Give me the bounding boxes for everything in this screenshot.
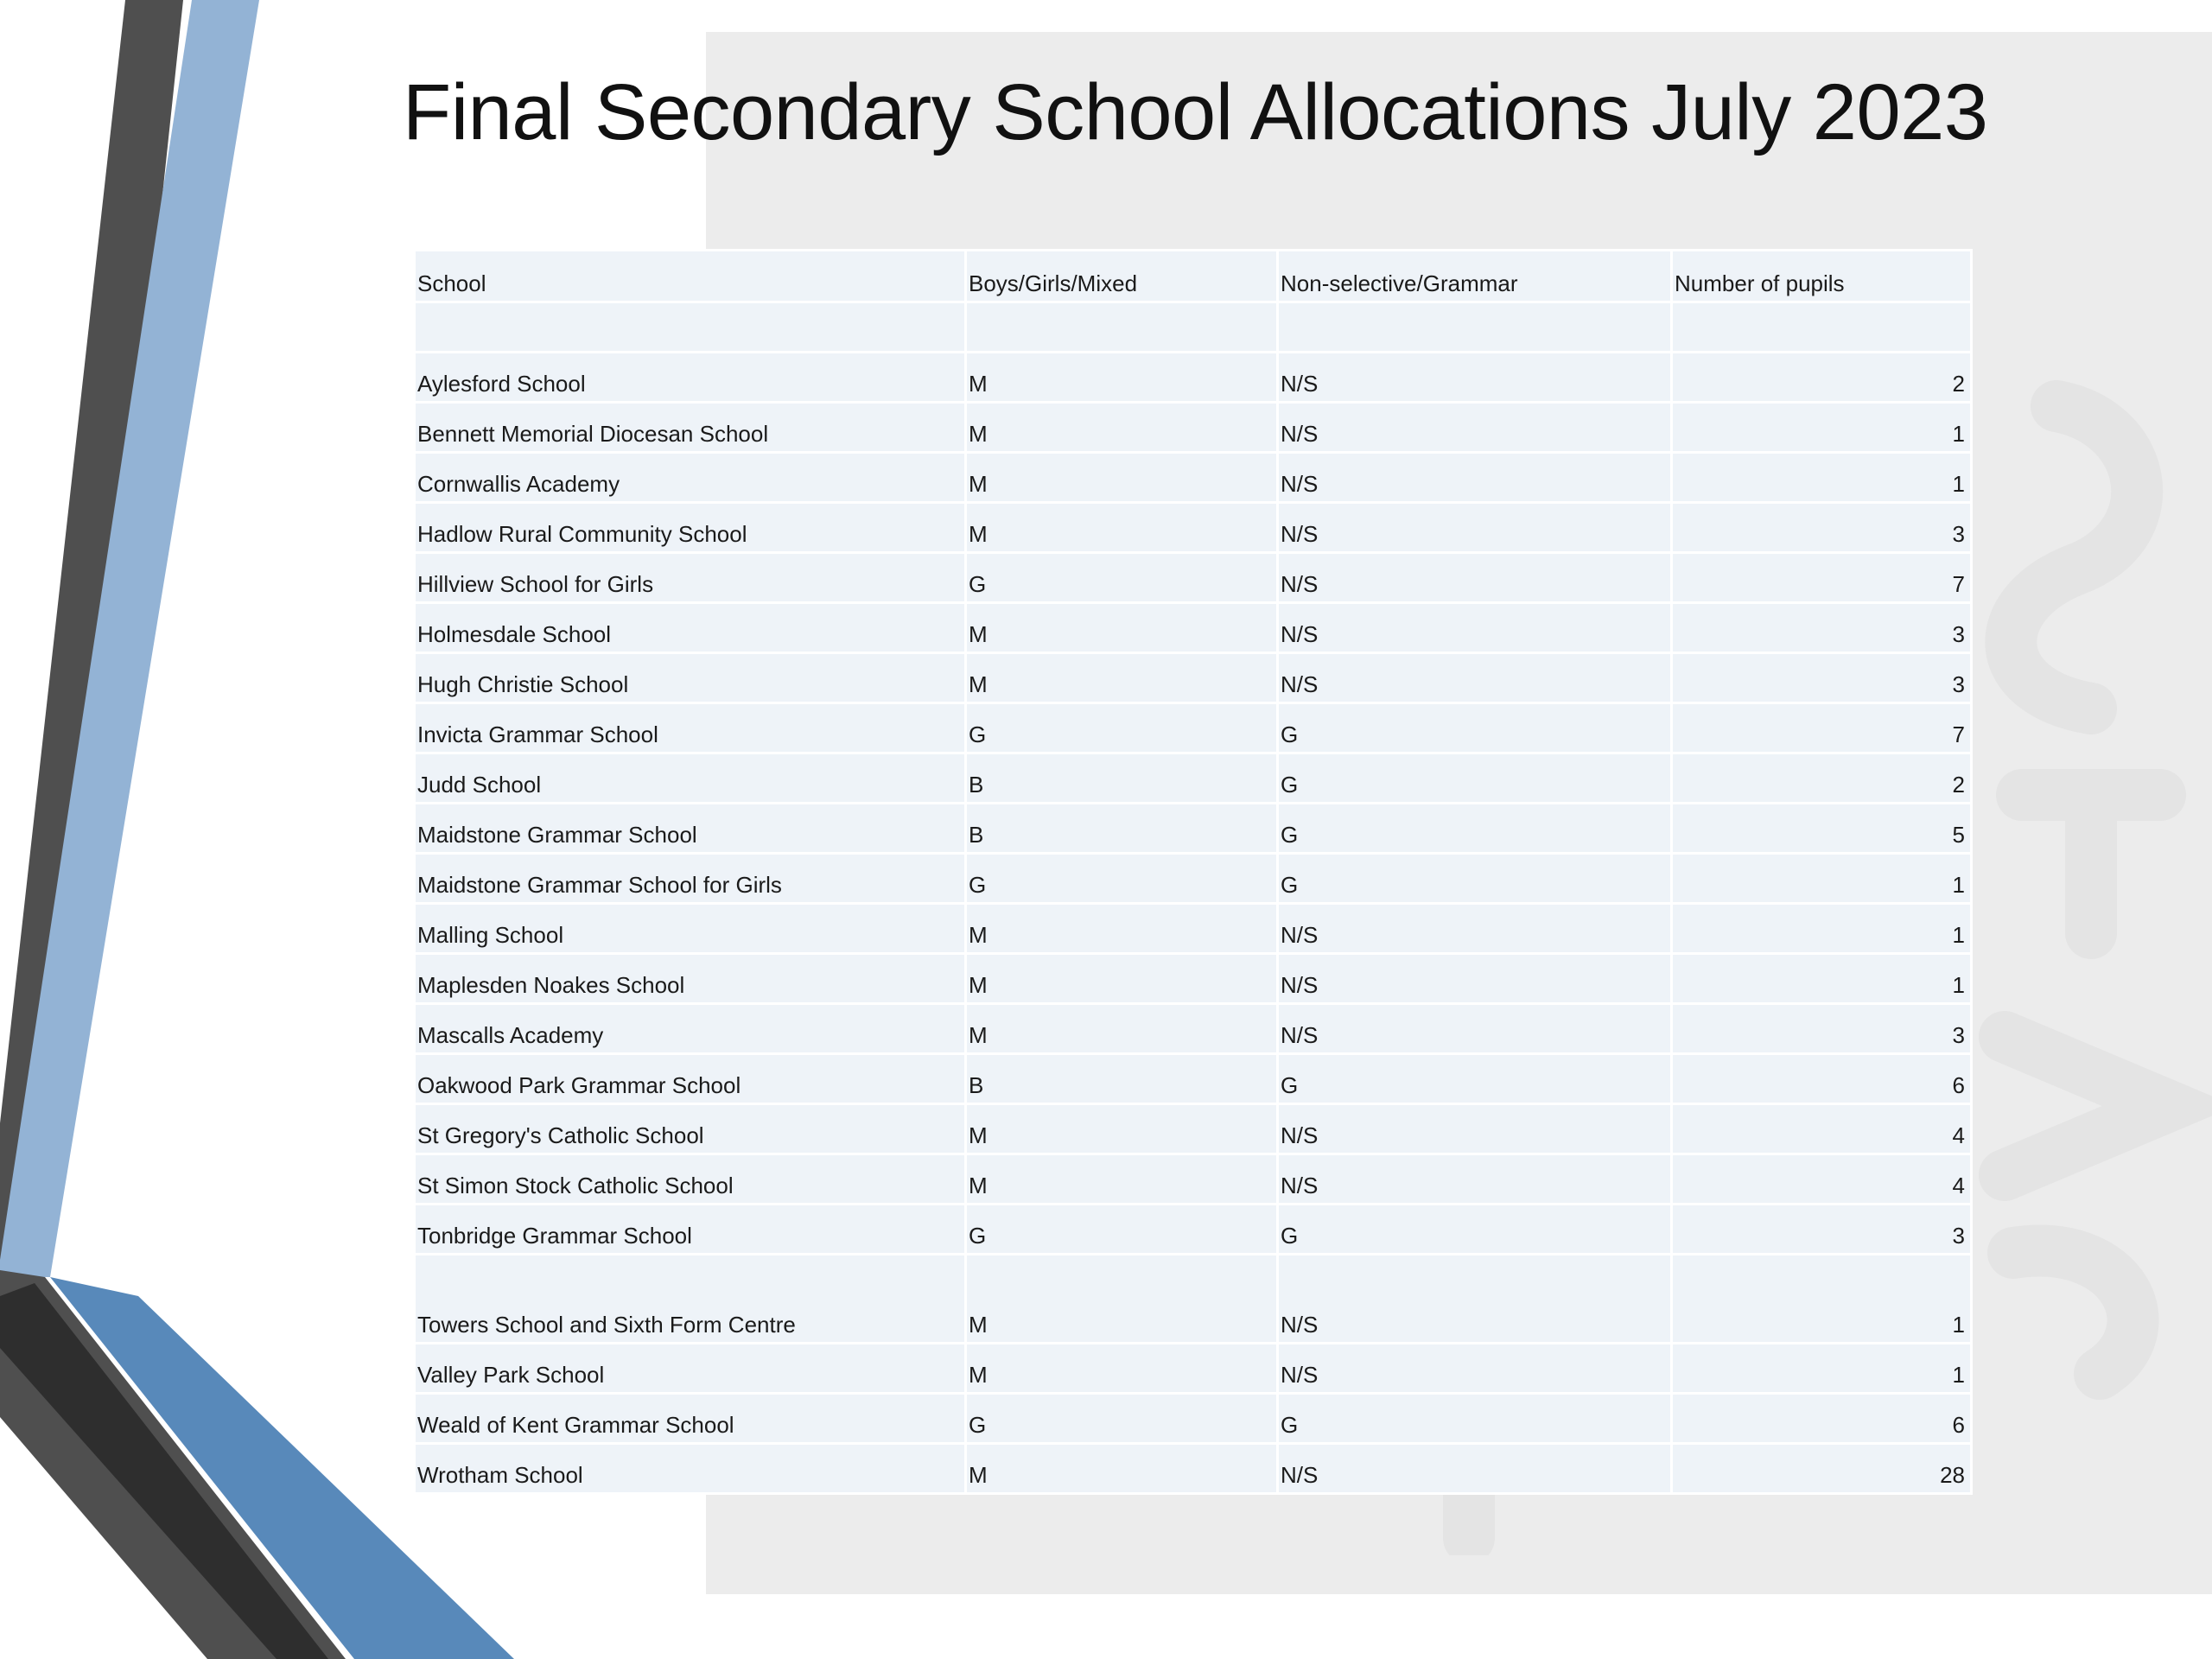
table-row — [415, 603, 1972, 653]
header-school: School — [415, 251, 966, 302]
cell-school — [415, 302, 966, 353]
cell-selection: N/S — [1278, 353, 1672, 403]
cell-gender: M — [966, 1255, 1278, 1344]
table-row — [415, 1444, 1972, 1494]
cell-pupils: 3 — [1672, 653, 1972, 703]
cell-school: Wrotham School — [415, 1444, 966, 1494]
cell-gender: M — [966, 1344, 1278, 1394]
cell-gender: G — [966, 1394, 1278, 1444]
table-row — [415, 1255, 1972, 1344]
table-row — [415, 1054, 1972, 1104]
cell-pupils: 3 — [1672, 603, 1972, 653]
cell-school: Valley Park School — [415, 1344, 966, 1394]
table-row — [415, 353, 1972, 403]
cell-school: Oakwood Park Grammar School — [415, 1054, 966, 1104]
cell-pupils: 4 — [1672, 1154, 1972, 1205]
cell-selection: N/S — [1278, 954, 1672, 1004]
table-row — [415, 904, 1972, 954]
table-row — [415, 302, 1972, 353]
slide-title: Final Secondary School Allocations July 2023 — [403, 68, 1988, 156]
cell-gender: B — [966, 804, 1278, 854]
cell-selection: G — [1278, 1054, 1672, 1104]
cell-gender: G — [966, 1205, 1278, 1255]
table-row — [415, 1004, 1972, 1054]
table-row — [415, 553, 1972, 603]
cell-selection: N/S — [1278, 904, 1672, 954]
header-selection: Non-selective/Grammar — [1278, 251, 1672, 302]
cell-selection: N/S — [1278, 553, 1672, 603]
cell-gender: M — [966, 1104, 1278, 1154]
cell-pupils: 1 — [1672, 1255, 1972, 1344]
cell-selection: G — [1278, 753, 1672, 804]
cell-school: Bennett Memorial Diocesan School — [415, 403, 966, 453]
cell-school: Mascalls Academy — [415, 1004, 966, 1054]
cell-gender: M — [966, 1444, 1278, 1494]
table-header-row — [415, 251, 1972, 302]
cell-school: Maidstone Grammar School — [415, 804, 966, 854]
allocations-table — [413, 249, 1970, 1495]
cell-school: Maidstone Grammar School for Girls — [415, 854, 966, 904]
cell-school: Hugh Christie School — [415, 653, 966, 703]
cell-selection: G — [1278, 703, 1672, 753]
cell-school: Aylesford School — [415, 353, 966, 403]
table-row — [415, 653, 1972, 703]
cell-pupils: 4 — [1672, 1104, 1972, 1154]
table-row — [415, 1205, 1972, 1255]
cell-school: Towers School and Sixth Form Centre — [415, 1255, 966, 1344]
cell-pupils: 6 — [1672, 1054, 1972, 1104]
table-row — [415, 503, 1972, 553]
cell-school: Invicta Grammar School — [415, 703, 966, 753]
cell-pupils: 28 — [1672, 1444, 1972, 1494]
cell-pupils: 1 — [1672, 904, 1972, 954]
cell-school: Tonbridge Grammar School — [415, 1205, 966, 1255]
cell-selection: N/S — [1278, 1004, 1672, 1054]
cell-gender: G — [966, 854, 1278, 904]
cell-school: Maplesden Noakes School — [415, 954, 966, 1004]
cell-gender: M — [966, 453, 1278, 503]
cell-school: Holmesdale School — [415, 603, 966, 653]
cell-selection: G — [1278, 1394, 1672, 1444]
table-row — [415, 854, 1972, 904]
cell-gender: M — [966, 653, 1278, 703]
cell-school: Cornwallis Academy — [415, 453, 966, 503]
cell-school: Malling School — [415, 904, 966, 954]
cell-pupils: 1 — [1672, 954, 1972, 1004]
cell-school: Hillview School for Girls — [415, 553, 966, 603]
cell-pupils: 3 — [1672, 503, 1972, 553]
cell-selection — [1278, 302, 1672, 353]
header-gender: Boys/Girls/Mixed — [966, 251, 1278, 302]
cell-selection: N/S — [1278, 453, 1672, 503]
cell-selection: N/S — [1278, 1154, 1672, 1205]
cell-pupils: 7 — [1672, 553, 1972, 603]
cell-selection: N/S — [1278, 653, 1672, 703]
cell-gender — [966, 302, 1278, 353]
cell-pupils: 5 — [1672, 804, 1972, 854]
cell-gender: M — [966, 403, 1278, 453]
cell-pupils: 1 — [1672, 854, 1972, 904]
cell-pupils: 7 — [1672, 703, 1972, 753]
cell-selection: G — [1278, 1205, 1672, 1255]
cell-pupils: 1 — [1672, 1344, 1972, 1394]
cell-gender: M — [966, 904, 1278, 954]
header-pupils: Number of pupils — [1672, 251, 1972, 302]
cell-selection: N/S — [1278, 1104, 1672, 1154]
table-row — [415, 804, 1972, 854]
table-row — [415, 1344, 1972, 1394]
cell-pupils: 6 — [1672, 1394, 1972, 1444]
cell-gender: G — [966, 553, 1278, 603]
cell-school: St Simon Stock Catholic School — [415, 1154, 966, 1205]
table-row — [415, 954, 1972, 1004]
cell-school: Hadlow Rural Community School — [415, 503, 966, 553]
table-row — [415, 1104, 1972, 1154]
cell-gender: M — [966, 954, 1278, 1004]
cell-selection: G — [1278, 804, 1672, 854]
cell-gender: B — [966, 753, 1278, 804]
cell-gender: M — [966, 353, 1278, 403]
cell-selection: N/S — [1278, 1444, 1672, 1494]
table-row — [415, 403, 1972, 453]
cell-pupils: 1 — [1672, 453, 1972, 503]
cell-gender: B — [966, 1054, 1278, 1104]
table-row — [415, 453, 1972, 503]
cell-pupils: 2 — [1672, 353, 1972, 403]
cell-selection: G — [1278, 854, 1672, 904]
table-row — [415, 753, 1972, 804]
cell-gender: M — [966, 1154, 1278, 1205]
cell-gender: M — [966, 503, 1278, 553]
cell-pupils: 2 — [1672, 753, 1972, 804]
cell-selection: N/S — [1278, 503, 1672, 553]
cell-gender: M — [966, 603, 1278, 653]
cell-gender: M — [966, 1004, 1278, 1054]
cell-pupils — [1672, 302, 1972, 353]
cell-school: Weald of Kent Grammar School — [415, 1394, 966, 1444]
cell-school: St Gregory's Catholic School — [415, 1104, 966, 1154]
cell-selection: N/S — [1278, 403, 1672, 453]
cell-pupils: 1 — [1672, 403, 1972, 453]
cell-selection: N/S — [1278, 603, 1672, 653]
cell-school: Judd School — [415, 753, 966, 804]
cell-gender: G — [966, 703, 1278, 753]
cell-pupils: 3 — [1672, 1205, 1972, 1255]
table-row — [415, 1154, 1972, 1205]
cell-selection: N/S — [1278, 1344, 1672, 1394]
cell-selection: N/S — [1278, 1255, 1672, 1344]
cell-pupils: 3 — [1672, 1004, 1972, 1054]
table-row — [415, 1394, 1972, 1444]
table-row — [415, 703, 1972, 753]
